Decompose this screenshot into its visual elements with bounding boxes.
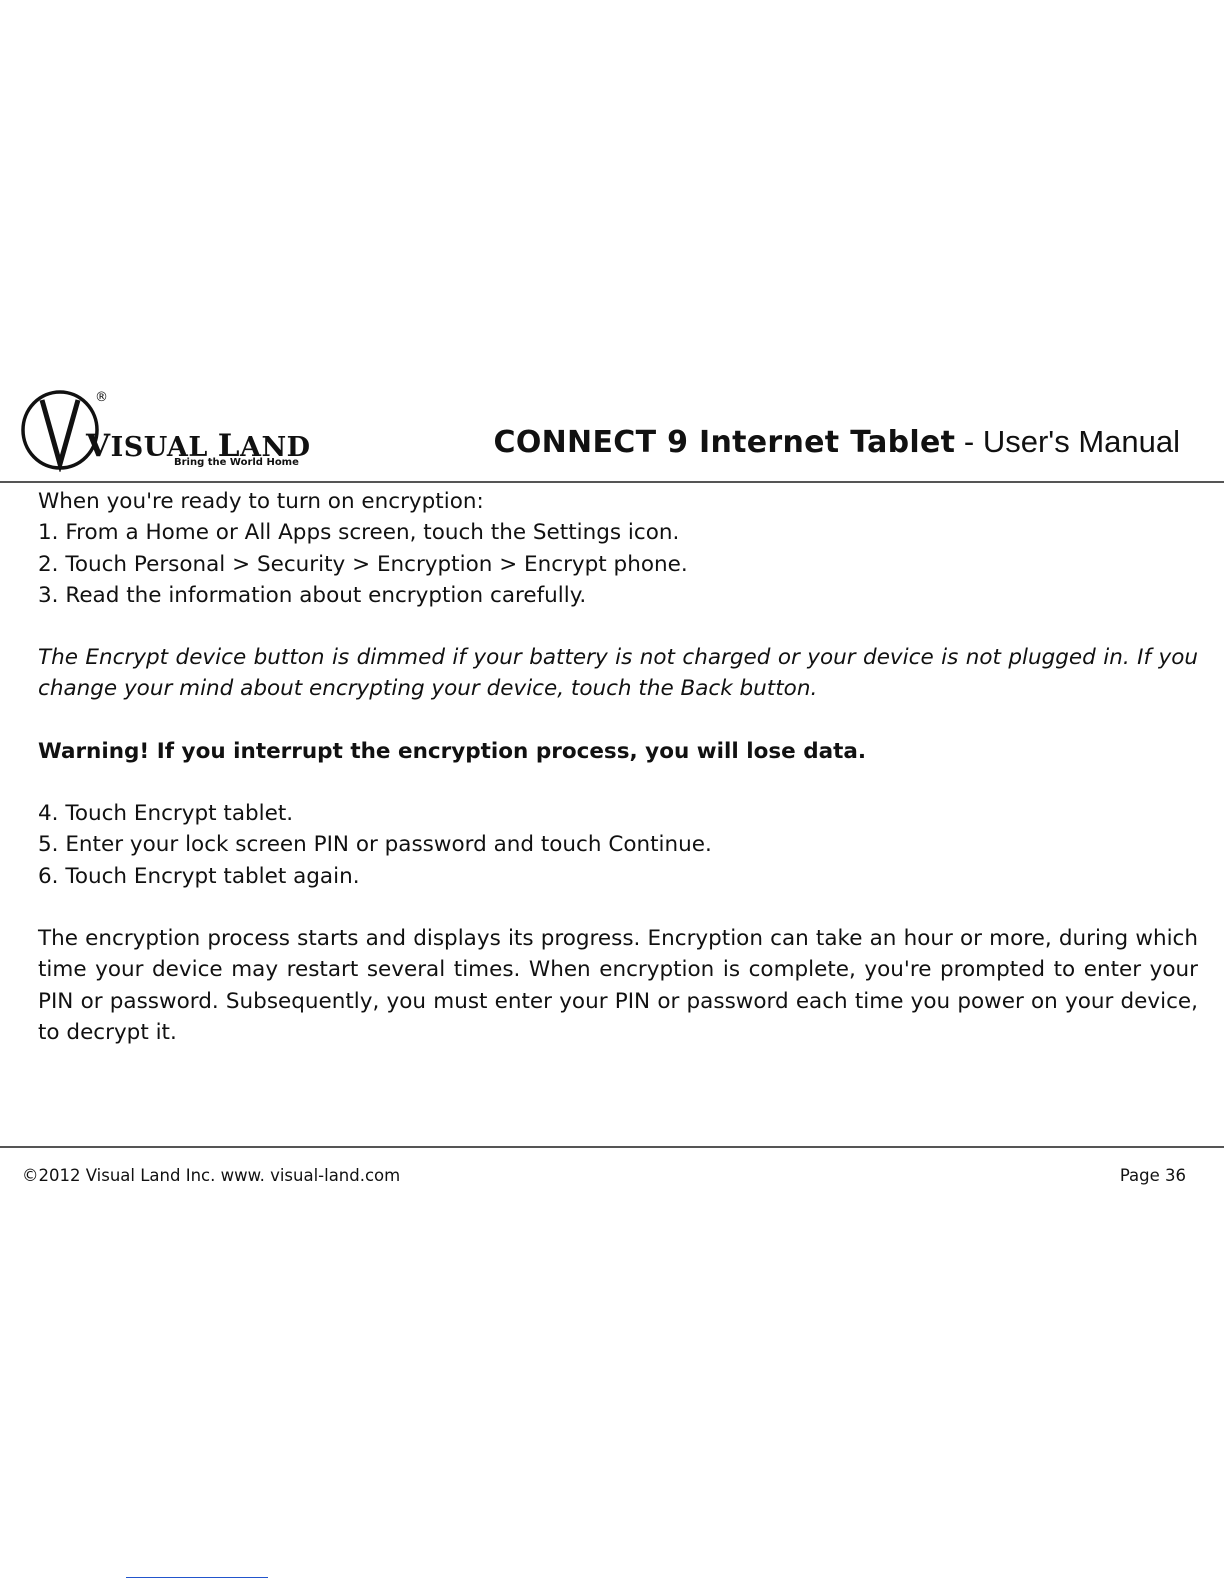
step-6: 6. Touch Encrypt tablet again. xyxy=(38,863,360,889)
step-1: 1. From a Home or All Apps screen, touch the Settings icon. xyxy=(38,520,680,546)
step-4: 4. Touch Encrypt tablet. xyxy=(38,801,294,827)
page-number: Page 36 xyxy=(1119,1166,1186,1185)
closing-paragraph: The encryption process starts and displays its progress. Encryption can take an hour or more, during which time your device may restart several times. When encryption is complete, you're prompted to enter your PIN or password. Subsequently, you must enter your PIN or password each time you power on your device, to decrypt it. xyxy=(38,925,1198,1045)
registered-mark: ® xyxy=(95,390,108,405)
header-divider xyxy=(0,481,1224,483)
step-3: 3. Read the information about encryption carefully. xyxy=(38,582,587,608)
copyright-text: ©2012 Visual Land Inc. www. visual-land.com xyxy=(22,1166,401,1185)
footer-divider xyxy=(0,1146,1224,1148)
product-name: CONNECT 9 Internet Tablet xyxy=(493,425,956,460)
document-title: CONNECT 9 Internet Tablet - User's Manual xyxy=(493,424,1180,460)
brand-tagline: Bring the World Home xyxy=(174,457,299,468)
warning-text: Warning! If you interrupt the encryption process, you will lose data. xyxy=(38,738,867,764)
brand-name: VISUAL LAND xyxy=(86,428,311,464)
page-content xyxy=(38,486,1198,1048)
bottom-artifact-line xyxy=(126,1577,268,1578)
manual-subtitle: User's Manual xyxy=(982,424,1180,459)
step-5: 5. Enter your lock screen PIN or password and touch Continue. xyxy=(38,832,712,858)
note-paragraph: The Encrypt device button is dimmed if your battery is not charged or your device is not plugged in. If you change your mind about encrypting your device, touch the Back button. xyxy=(38,645,1198,702)
step-2: 2. Touch Personal > Security > Encryption > Encrypt phone. xyxy=(38,551,688,577)
intro-text: When you're ready to turn on encryption: xyxy=(38,489,484,514)
